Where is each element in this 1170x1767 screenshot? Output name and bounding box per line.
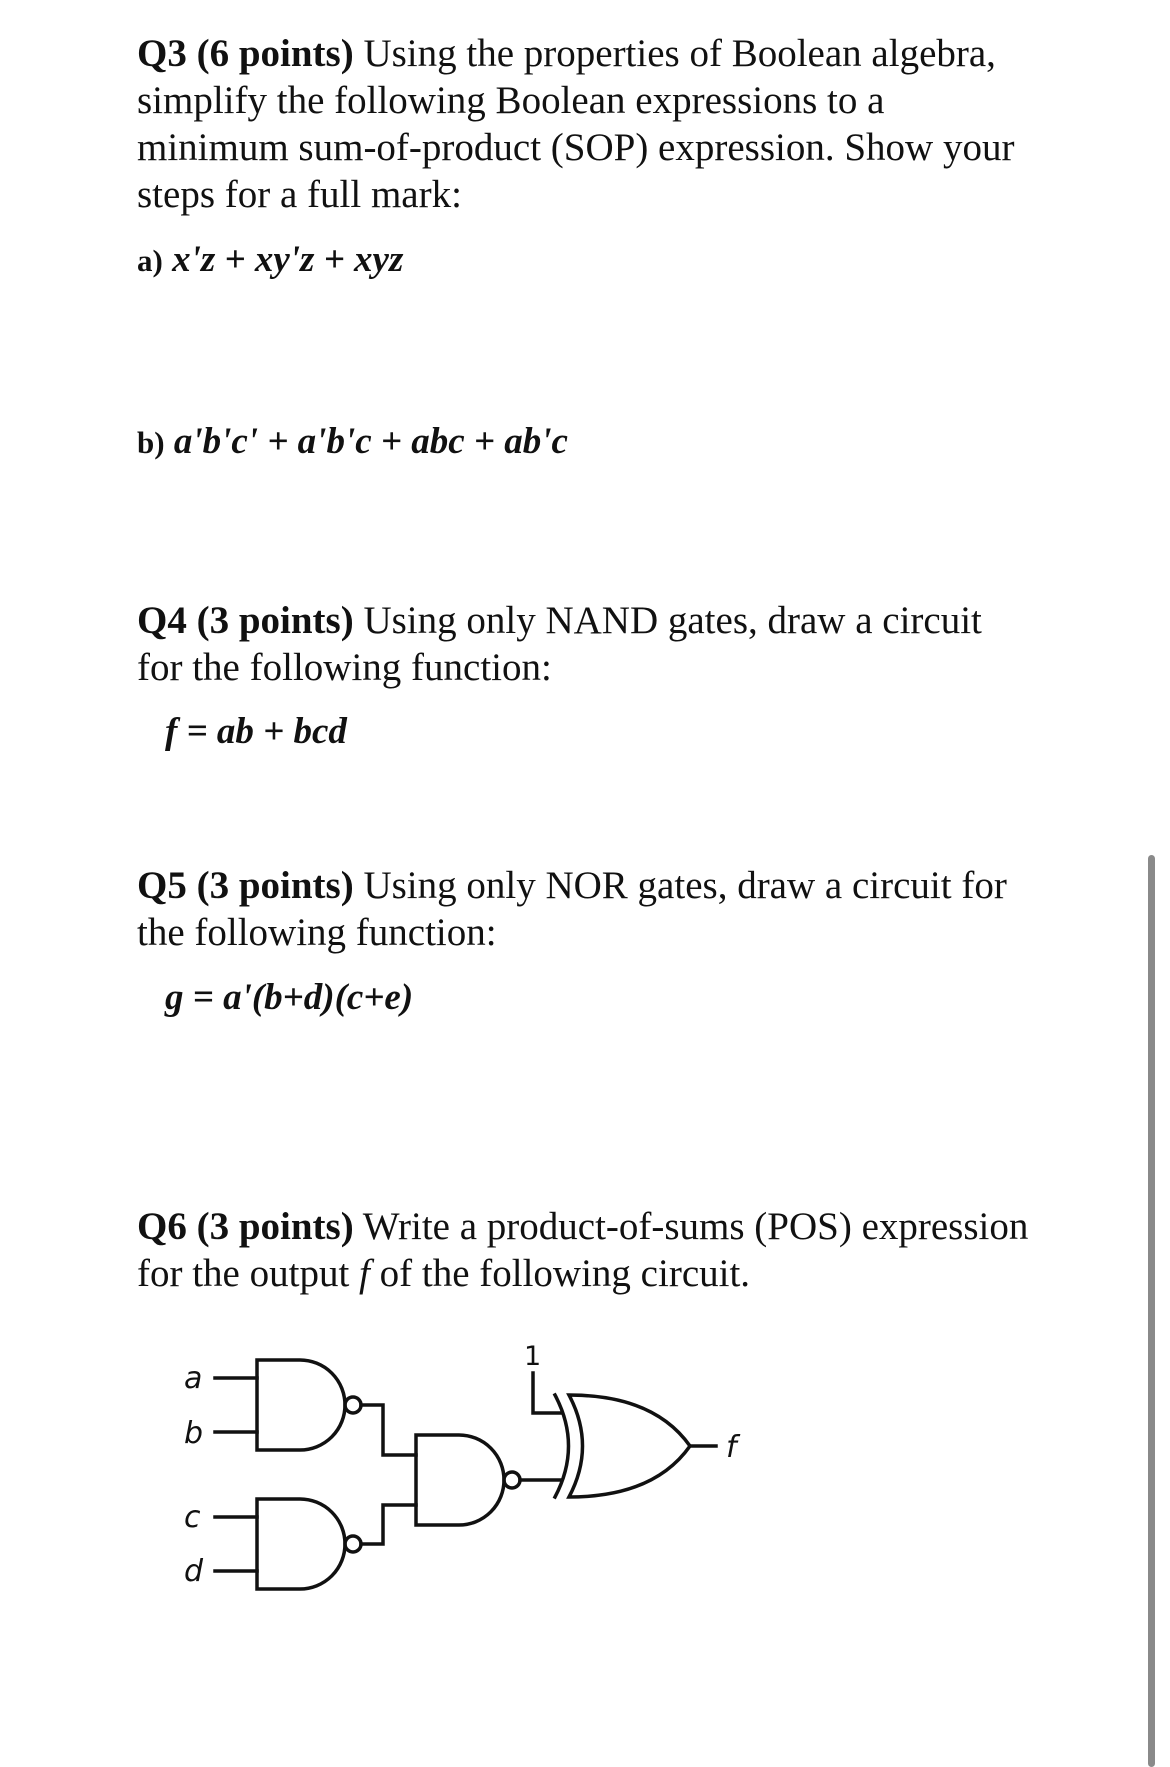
q6-heading: Q6 (3 points) [137,1205,354,1248]
q6-text-before: Write a product-of-sums (POS) expression for the output [137,1205,1029,1295]
q3-heading: Q3 (6 points) [137,32,354,75]
q3-part-a-expression: x'z + xy'z + xyz [172,239,404,280]
q3-part-a-label: a) [137,243,163,278]
q5-text: Using only NOR gates, draw a circuit for the following function: [137,864,1007,954]
q4-expression: f = ab + bcd [165,711,347,752]
constant-label: 1 [524,1341,542,1372]
q3-prompt [137,30,1037,218]
wire-g2-g3 [361,1505,416,1544]
nand-gate-1 [257,1360,345,1450]
scrollbar-thumb[interactable] [1148,855,1155,1767]
q3-part-b-expression: a'b'c' + a'b'c + abc + ab'c [173,421,568,462]
q4-heading: Q4 (3 points) [137,599,354,642]
q3-part-b-label: b) [137,425,165,460]
q3-text: Using the properties of Boolean algebra, simplify the following Boolean expressions to a minimum sum-of-product (SOP) expression. Show your steps for a full mark: [137,32,1015,216]
q3-part-a [137,238,403,281]
input-label-d: d [184,1554,204,1589]
input-label-c: c [184,1500,201,1535]
q3-part-b [137,420,568,463]
q6-output-var: f [359,1252,370,1295]
nand-gate-2 [257,1499,345,1589]
nand-gate-1-bubble [345,1397,361,1413]
q5-expression: g = a'(b+d)(c+e) [165,977,414,1018]
q4-text: Using only NAND gates, draw a circuit for the following function: [137,599,982,689]
wire-g1-g3 [361,1405,416,1455]
nand-gate-3-bubble [504,1472,520,1488]
q6-text-after: of the following circuit. [369,1252,751,1295]
q4-prompt [137,597,1037,691]
input-label-b: b [184,1416,204,1451]
q5-heading: Q5 (3 points) [137,864,354,907]
q5-prompt [137,862,1037,956]
q6-prompt [137,1203,1037,1297]
nand-gate-2-bubble [345,1536,361,1552]
logic-circuit-diagram [160,1335,760,1635]
input-label-a: a [184,1361,203,1396]
xnor-gate [569,1395,690,1497]
output-label: f [726,1430,737,1465]
nand-gate-3 [416,1435,504,1525]
wire-constant [533,1373,560,1413]
